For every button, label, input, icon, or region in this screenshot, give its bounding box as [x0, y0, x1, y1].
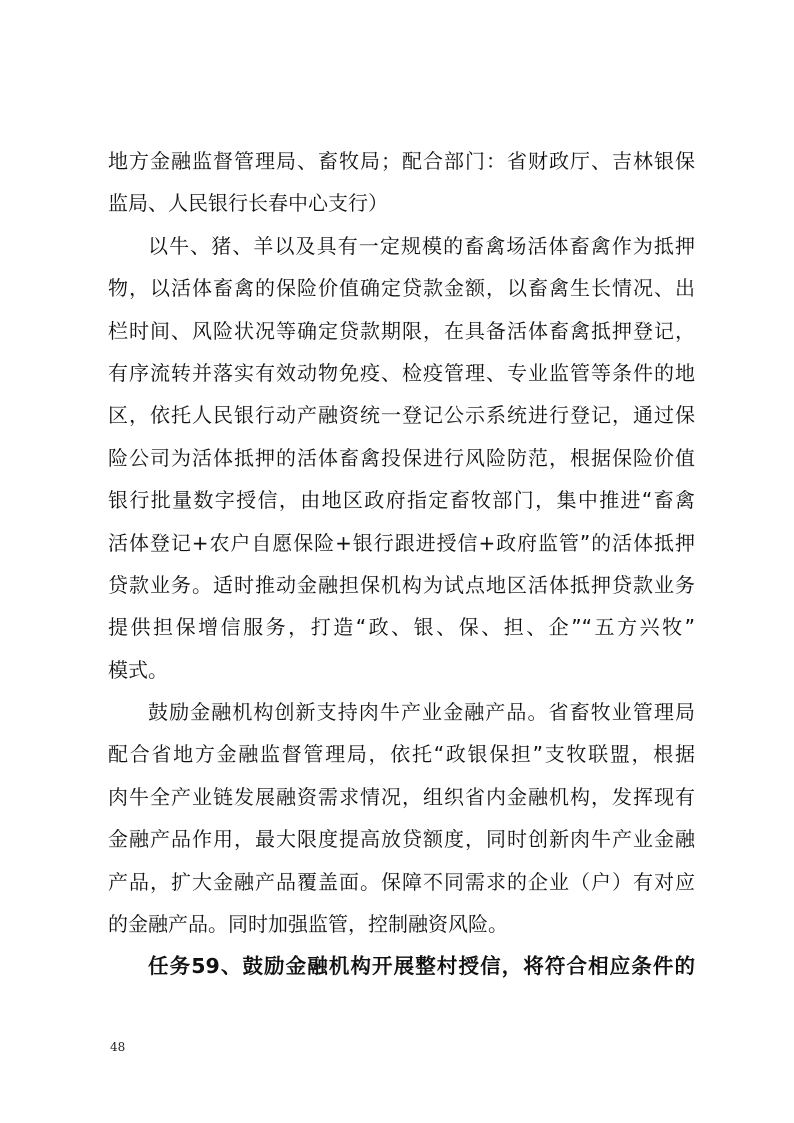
- text-line: 产品，扩大金融产品覆盖面。保障不同需求的企业（户）有对应: [108, 869, 695, 894]
- text-line: 区，依托人民银行动产融资统一登记公示系统进行登记，通过保: [108, 403, 695, 428]
- task-59-heading: 任务59、鼓励金融机构开展整村授信，将符合相应条件的: [148, 954, 695, 979]
- text-line: 以牛、猪、羊以及具有一定规模的畜禽场活体畜禽作为抵押: [148, 233, 695, 258]
- paragraph-livestock-mortgage: [108, 225, 695, 691]
- task-heading: [108, 945, 695, 987]
- text-line: 贷款业务。适时推动金融担保机构为试点地区活体抵押贷款业务: [108, 572, 695, 597]
- text-line: 鼓励金融机构创新支持肉牛产业金融产品。省畜牧业管理局: [148, 700, 695, 725]
- text-line: 银行批量数字授信，由地区政府指定畜牧部门，集中推进“畜禽: [108, 488, 695, 513]
- text-line: 配合省地方金融监督管理局，依托“政银保担”支牧联盟，根据: [108, 742, 695, 767]
- text-line: 金融产品作用，最大限度提高放贷额度，同时创新肉牛产业金融: [108, 827, 695, 852]
- text-line: 的金融产品。同时加强监管，控制融资风险。: [108, 912, 508, 937]
- document-body: [108, 140, 695, 988]
- text-line: 活体登记+农户自愿保险+银行跟进授信+政府监管”的活体抵押: [108, 530, 695, 555]
- text-line: 有序流转并落实有效动物免疫、检疫管理、专业监管等条件的地: [108, 360, 695, 385]
- text-line: 地方金融监督管理局、畜牧局；配合部门：省财政厅、吉林银保: [108, 149, 695, 173]
- text-line: 提供担保增信服务，打造“政、银、保、担、企”“五方兴牧”: [108, 615, 695, 640]
- page-number: 48: [110, 1040, 126, 1054]
- text-line: 物，以活体畜禽的保险价值确定贷款金额，以畜禽生长情况、出: [108, 276, 695, 301]
- paragraph-beef-cattle-finance: [108, 691, 695, 945]
- text-line: 监局、人民银行长春中心支行）: [108, 191, 388, 216]
- text-line: 险公司为活体抵押的活体畜禽投保进行风险防范，根据保险价值: [108, 445, 695, 470]
- paragraph-continuation: [108, 140, 695, 225]
- text-line: 肉牛全产业链发展融资需求情况，组织省内金融机构，发挥现有: [108, 784, 695, 809]
- text-line: 模式。: [108, 657, 168, 682]
- text-line: 栏时间、风险状况等确定贷款期限，在具备活体畜禽抵押登记，: [108, 318, 695, 343]
